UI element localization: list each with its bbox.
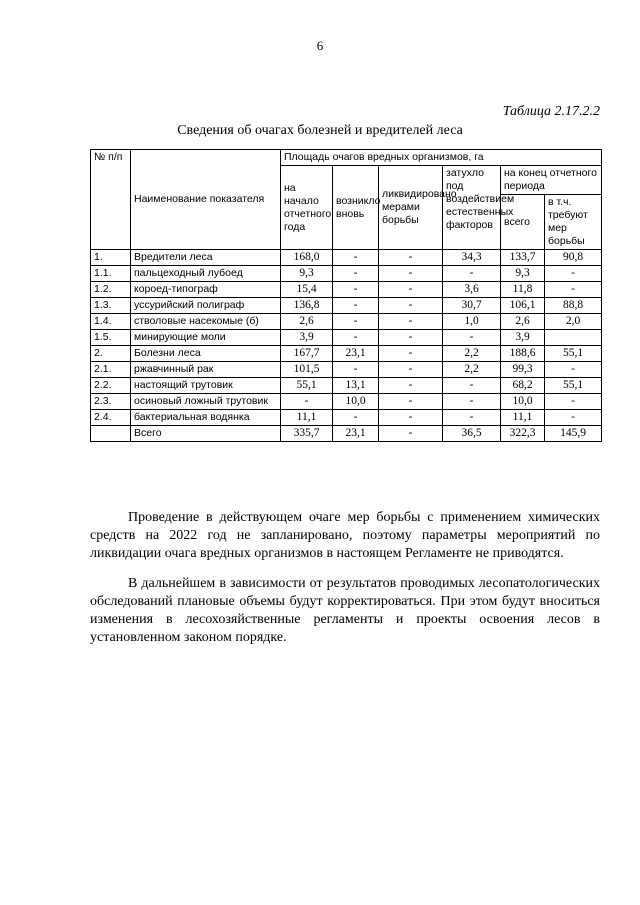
cell-start: 11,1 [281, 410, 333, 426]
cell-num: 1.1. [91, 266, 131, 282]
cell-new: 10,0 [333, 394, 379, 410]
cell-start: 9,3 [281, 266, 333, 282]
cell-name: Всего [131, 426, 281, 442]
cell-end-need [545, 330, 602, 346]
cell-num: 1. [91, 250, 131, 266]
cell-new: 23,1 [333, 346, 379, 362]
cell-name: Вредители леса [131, 250, 281, 266]
cell-num: 1.2. [91, 282, 131, 298]
table-row [91, 250, 602, 266]
cell-num: 2.3. [91, 394, 131, 410]
table-label: Таблица 2.17.2.2 [502, 104, 600, 119]
cell-new: 13,1 [333, 378, 379, 394]
cell-new: - [333, 282, 379, 298]
cell-name: стволовые насекомые (б) [131, 314, 281, 330]
cell-natural: 2,2 [443, 346, 501, 362]
cell-name: уссурийский полиграф [131, 298, 281, 314]
cell-end-total: 2,6 [501, 314, 545, 330]
cell-name: бактериальная водянка [131, 410, 281, 426]
cell-end-need: 145,9 [545, 426, 602, 442]
cell-natural: 3,6 [443, 282, 501, 298]
header-start: на начало отчетного года [281, 166, 333, 250]
cell-end-total: 188,6 [501, 346, 545, 362]
cell-new: - [333, 266, 379, 282]
cell-start: 3,9 [281, 330, 333, 346]
cell-end-total: 11,1 [501, 410, 545, 426]
cell-end-total: 322,3 [501, 426, 545, 442]
cell-liquidated: - [379, 346, 443, 362]
header-end-need: в т.ч. требуют мер борьбы [545, 195, 602, 250]
cell-liquidated: - [379, 394, 443, 410]
cell-num: 1.4. [91, 314, 131, 330]
cell-new: - [333, 330, 379, 346]
cell-end-total: 99,3 [501, 362, 545, 378]
header-liquidated: ликвидировано мерами борьбы [379, 166, 443, 250]
cell-num: 2. [91, 346, 131, 362]
header-end: на конец отчетного периода [501, 166, 602, 195]
cell-natural: 30,7 [443, 298, 501, 314]
cell-num: 2.1. [91, 362, 131, 378]
cell-end-total: 68,2 [501, 378, 545, 394]
cell-new: - [333, 410, 379, 426]
cell-liquidated: - [379, 426, 443, 442]
paragraph-2: В дальнейшем в зависимости от результатов проводимых лесопатологических обследований плановые объемы будут корректироваться. При этом будут вноситься изменения в лесохозяйственные регламенты и проекты освоения лесов в установленном законом порядке. [90, 576, 600, 645]
cell-num: 2.4. [91, 410, 131, 426]
cell-name: Болезни леса [131, 346, 281, 362]
cell-name: ржавчинный рак [131, 362, 281, 378]
cell-liquidated: - [379, 330, 443, 346]
header-name: Наименование показателя [131, 150, 281, 250]
cell-liquidated: - [379, 250, 443, 266]
cell-end-need: - [545, 282, 602, 298]
cell-new: - [333, 314, 379, 330]
cell-new: - [333, 298, 379, 314]
table-row [91, 410, 602, 426]
paragraph-1: Проведение в действующем очаге мер борьбы с применением химических средств на 2022 год не запланировано, поэтому параметры мероприятий по ликвидации очага вредных организмов в настоящем Регламенте не приводятся. [90, 510, 600, 561]
cell-name: настоящий трутовик [131, 378, 281, 394]
cell-name: пальцеходный лубоед [131, 266, 281, 282]
cell-liquidated: - [379, 298, 443, 314]
cell-natural: - [443, 378, 501, 394]
cell-natural: 2,2 [443, 362, 501, 378]
table-title: Сведения об очагах болезней и вредителей леса [177, 123, 463, 138]
cell-start: 136,8 [281, 298, 333, 314]
cell-end-need: 55,1 [545, 346, 602, 362]
cell-num: 1.5. [91, 330, 131, 346]
cell-end-need: - [545, 266, 602, 282]
cell-liquidated: - [379, 362, 443, 378]
cell-start: - [281, 394, 333, 410]
cell-end-need: 90,8 [545, 250, 602, 266]
table-row [91, 266, 602, 282]
cell-end-total: 11,8 [501, 282, 545, 298]
cell-num: 2.2. [91, 378, 131, 394]
table-row [91, 394, 602, 410]
cell-start: 167,7 [281, 346, 333, 362]
cell-name: минирующие моли [131, 330, 281, 346]
table-row [91, 346, 602, 362]
cell-start: 2,6 [281, 314, 333, 330]
cell-end-need: - [545, 410, 602, 426]
cell-end-need: - [545, 394, 602, 410]
cell-liquidated: - [379, 282, 443, 298]
cell-new: 23,1 [333, 426, 379, 442]
cell-new: - [333, 362, 379, 378]
cell-natural: 34,3 [443, 250, 501, 266]
header-area: Площадь очагов вредных организмов, га [281, 150, 602, 166]
cell-new: - [333, 250, 379, 266]
table-row [91, 282, 602, 298]
table-row [91, 314, 602, 330]
cell-start: 15,4 [281, 282, 333, 298]
cell-end-need: 2,0 [545, 314, 602, 330]
header-end-total: всего [501, 195, 545, 250]
cell-natural: - [443, 266, 501, 282]
cell-natural: 1,0 [443, 314, 501, 330]
cell-end-total: 3,9 [501, 330, 545, 346]
cell-num [91, 426, 131, 442]
cell-end-total: 106,1 [501, 298, 545, 314]
cell-start: 55,1 [281, 378, 333, 394]
header-num: № п/п [91, 150, 131, 250]
page-number: 6 [316, 38, 324, 53]
table-row [91, 378, 602, 394]
header-natural: затухло под воздействием естественных факторов [443, 166, 501, 250]
cell-liquidated: - [379, 314, 443, 330]
table-row [91, 362, 602, 378]
cell-end-total: 133,7 [501, 250, 545, 266]
cell-start: 335,7 [281, 426, 333, 442]
table-row [91, 330, 602, 346]
cell-natural: 36,5 [443, 426, 501, 442]
pest-foci-table [90, 149, 602, 442]
cell-liquidated: - [379, 266, 443, 282]
cell-natural: - [443, 330, 501, 346]
header-new: возникло вновь [333, 166, 379, 250]
cell-start: 101,5 [281, 362, 333, 378]
cell-end-total: 10,0 [501, 394, 545, 410]
cell-liquidated: - [379, 410, 443, 426]
cell-start: 168,0 [281, 250, 333, 266]
table-row [91, 298, 602, 314]
cell-end-need: 55,1 [545, 378, 602, 394]
table-row [91, 426, 602, 442]
cell-liquidated: - [379, 378, 443, 394]
cell-natural: - [443, 394, 501, 410]
cell-end-total: 9,3 [501, 266, 545, 282]
table-body [91, 250, 602, 442]
cell-end-need: - [545, 362, 602, 378]
cell-end-need: 88,8 [545, 298, 602, 314]
cell-natural: - [443, 410, 501, 426]
cell-num: 1.3. [91, 298, 131, 314]
cell-name: короед-типограф [131, 282, 281, 298]
cell-name: осиновый ложный трутовик [131, 394, 281, 410]
